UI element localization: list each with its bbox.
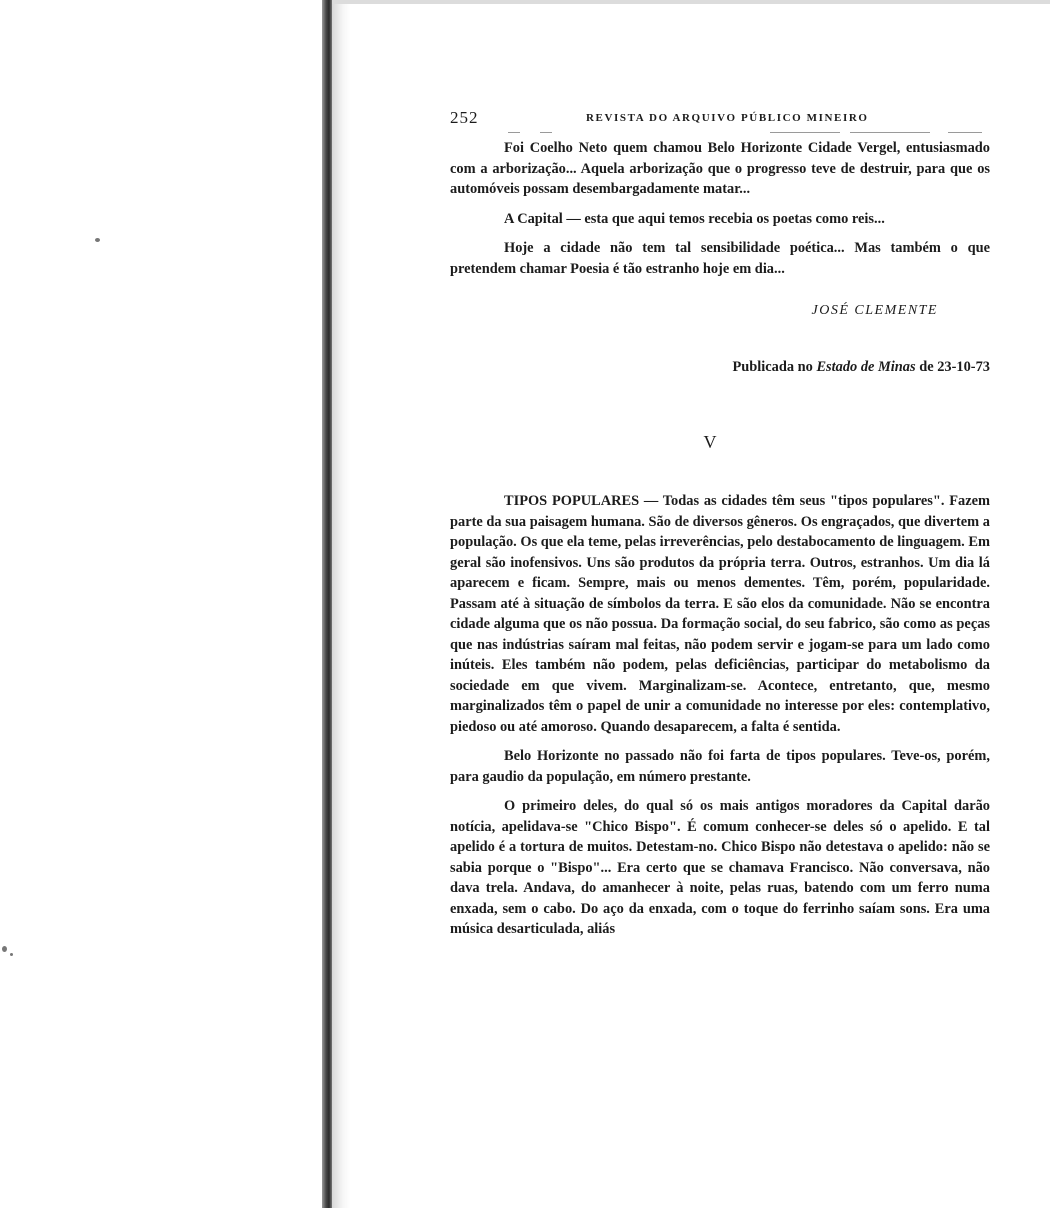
paragraph: Belo Horizonte no passado não foi farta de tipos populares. Teve-os, porém, para gaudio da população, em número prestante. bbox=[450, 748, 990, 785]
scan-speck bbox=[10, 953, 13, 956]
publication-middle: de bbox=[919, 359, 934, 375]
author-signature: JOSÉ CLEMENTE bbox=[811, 303, 938, 318]
publication-prefix: Publicada no bbox=[732, 359, 813, 375]
scan-speck bbox=[2, 946, 7, 952]
header-rule bbox=[770, 132, 840, 133]
paragraph: TIPOS POPULARES — Todas as cidades têm seus "tipos populares". Fazem parte da sua paisagem humana. São de diversos gêneros. Os engraçados, que divertem a população. Os que ela teme, pelas irreverências, pelo destabocamento de linguagem. Em geral são inofensivos. Uns são produtos da própria terra. Outros, estranhos. Um dia lá aparecem e ficam. Sempre, mais ou menos dementes. Têm, porém, popularidade. Passam até à situação de símbolos da terra. E são elos da comunidade. Não se encontra cidade alguma que os não possua. Da formação social, do seu fabrico, são como as peças que nas indústrias saíram mal feitas, não podem servir e jogam-se para um lado como inúteis. Eles também não podem, pelas deficiências, participar do metabolismo da sociedade em que vivem. Marginalizam-se. Acontece, entretanto, que, mesmo marginalizados têm o papel de unir a comunidade no interesse por eles: contemplativo, piedoso ou até amoroso. Quando desaparecem, a falta é sentida. bbox=[450, 493, 990, 735]
paragraph: Hoje a cidade não tem tal sensibilidade poética... Mas também o que pretendem chamar Poesia é tão estranho hoje em dia... bbox=[450, 240, 990, 277]
binding-gradient bbox=[332, 0, 350, 1208]
running-head bbox=[450, 108, 990, 138]
paragraph: Foi Coelho Neto quem chamou Belo Horizonte Cidade Vergel, entusiasmado com a arborização... Aquela arborização que o progresso teve de destruir, para que os automóveis possam desembargadamente matar... bbox=[450, 140, 990, 197]
page-content bbox=[450, 108, 990, 940]
top-edge bbox=[332, 0, 1050, 4]
header-rule bbox=[540, 132, 552, 133]
journal-title: REVISTA DO ARQUIVO PÚBLICO MINEIRO bbox=[586, 112, 869, 124]
header-rule bbox=[850, 132, 930, 133]
scan-speck bbox=[95, 238, 100, 242]
header-rule bbox=[948, 132, 982, 133]
publication-note bbox=[450, 359, 990, 376]
newspaper-name: Estado de Minas bbox=[816, 359, 916, 375]
publication-date: 23-10-73 bbox=[937, 359, 990, 375]
paragraph: O primeiro deles, do qual só os mais antigos moradores da Capital darão notícia, apelidava-se "Chico Bispo". É comum conhecer-se deles só o apelido. E tal apelido é a tortura de muitos. Detestam-no. Chico Bispo não detestava o apelido: não se sabia porque o "Bispo"... Era certo que se chamava Francisco. Não conversava, não dava trela. Andava, do amanhecer à noite, pelas ruas, batendo com um ferro numa enxada, sem o cabo. Do aço da enxada, com o toque do ferrinho saíam sons. Era uma música desarticulada, aliás bbox=[450, 798, 990, 937]
section-numeral: V bbox=[703, 432, 717, 452]
binding-shadow bbox=[322, 0, 332, 1208]
left-margin bbox=[0, 0, 322, 1208]
header-rule bbox=[508, 132, 520, 133]
paragraph: A Capital — esta que aqui temos recebia os poetas como reis... bbox=[504, 210, 885, 227]
page-number: 252 bbox=[450, 108, 479, 127]
